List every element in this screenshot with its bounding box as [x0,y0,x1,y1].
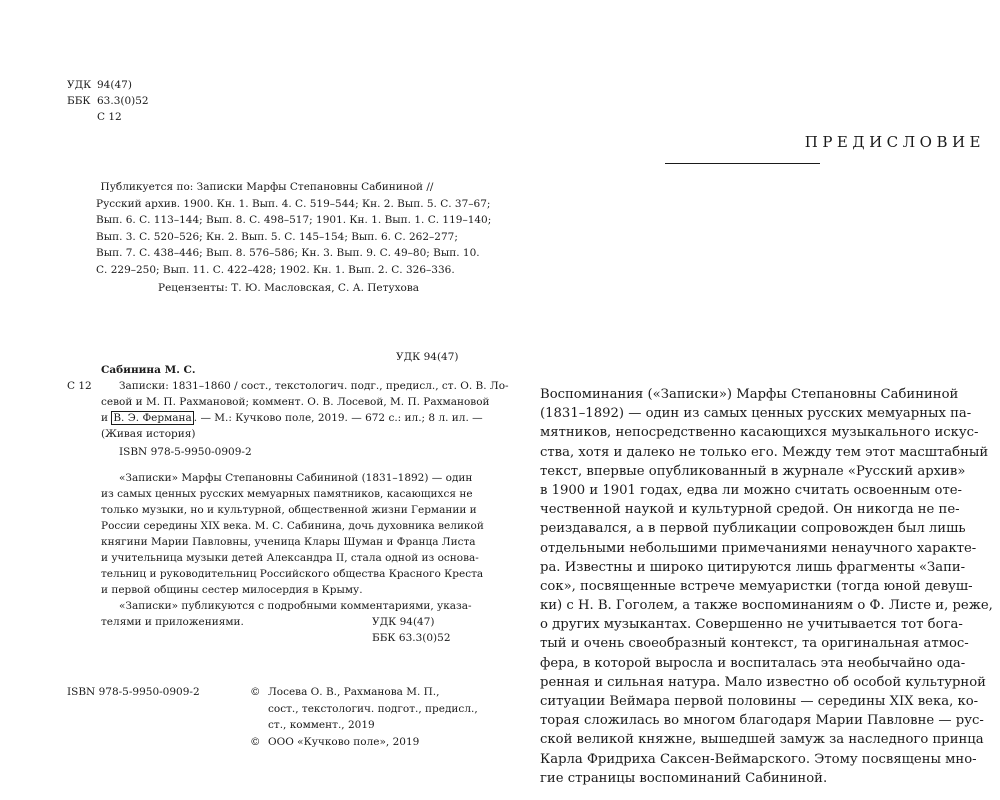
annotation-line: из самых ценных русских мемуарных памятников, касающихся не [101,488,473,500]
source-line: Вып. 7. С. 438–446; Вып. 8. 576–586; Кн. 3. Вып. 9. С. 49–80; Вып. 10. [96,247,480,259]
page-title: ПРЕДИСЛОВИЕ [804,133,985,151]
bib-line-prefix: и [101,412,108,424]
body-line: текст, впервые опубликованный в журнале «Русский архив» [540,463,966,479]
bibliographic-record [67,362,509,442]
copyright-block [250,684,478,750]
body-line: тый и очень своеобразный контекст, та оригинальная атмос- [540,636,969,652]
highlighted-name: В. Э. Фермана [113,412,192,424]
copyright-line: сост., текстологич. подгот., предисл., [268,702,478,715]
annotation-line: княгини Марии Павловны, ученица Клары Шуман и Франца Листа [101,536,476,548]
annotation-line: и первой общины сестер милосердия в Крыму. [101,584,363,596]
annotation-line: телями и приложениями. [101,616,244,628]
bib-mark: С 12 [67,380,92,392]
body-line: о других музыкантах. Совершенно не учитывается тот бога- [540,617,963,633]
bottom-udk: УДК 94(47) [372,616,435,628]
bib-isbn: ISBN 978-5-9950-0909-2 [119,446,252,458]
annotation-line: только музыки, но и культурной, общественной жизни Германии и [101,504,477,516]
body-line: ской великой княжне, вышедшей замуж за наследного принца [540,732,984,748]
body-line: гие страницы воспоминаний Сабининой. [540,770,828,786]
source-line: Русский архив. 1900. Кн. 1. Вып. 4. С. 519–544; Кн. 2. Вып. 5. С. 37–67; [96,197,491,210]
annotation-line: «Записки» Марфы Степановны Сабининой (1831–1892) — один [119,472,473,484]
body-line: ситуации Веймара первой половины — середины XIX века, ко- [540,694,979,709]
right-page [500,0,1000,800]
bib-line-suffix: . — М.: Кучково поле, 2019. — 672 с.: ил.; 8 л. ил. — [193,412,483,424]
annotation-line: «Записки» публикуются с подробными комментариями, указа- [119,600,472,612]
source-line: Публикуется по: Записки Марфы Степановны Сабининой // [100,181,434,193]
body-line: фера, в которой выросла и воспиталась эта необычайно ода- [540,655,966,671]
annotation-line: России середины XIX века. М. С. Сабинина, дочь духовника великой [101,520,484,532]
annotation [101,470,484,630]
bbk-value: 63.3(0)52 [97,95,149,107]
body-line: ренная и сильная натура. Мало известно об особой культурной [540,674,986,690]
author-mark: С 12 [97,111,122,123]
body-line: Воспоминания («Записки») Марфы Степановны Сабининой [540,387,959,402]
body-line: в 1900 и 1901 годах, едва ли можно считать освоенным оте- [540,482,962,498]
copyright-symbol: © [250,686,261,698]
copyright-line: ст., коммент., 2019 [268,719,375,731]
classification-codes [67,77,149,125]
preface-body [540,385,993,788]
body-line: Карла Фридриха Саксен-Веймарского. Этому посвящены мно- [540,751,977,767]
publication-source [96,179,492,278]
body-line: торая сложилась во многом благодаря Марии Павловне — рус- [540,713,984,729]
bbk-label: ББК [67,95,91,107]
udk-value: 94(47) [97,79,132,91]
bib-line [67,410,509,426]
bib-author: Сабинина М. С. [101,364,196,376]
body-line: отдельными небольшими примечаниями ненаучного характе- [540,540,977,556]
reviewers: Рецензенты: Т. Ю. Масловская, С. А. Петухова [158,282,420,294]
source-line: Вып. 6. С. 113–144; Вып. 8. С. 498–517; 1901. Кн. 1. Вып. 1. С. 119–140; [96,214,492,226]
body-line: сок», посвященные встрече мемуаристки (тогда юной девуш- [540,578,973,594]
copyright-line: Лосева О. В., Рахманова М. П., [268,686,440,698]
body-line: ства, хотя и далеко не только его. Между тем этот масштабный [540,444,989,460]
bottom-bbk: ББК 63.3(0)52 [372,632,451,644]
source-line: С. 229–250; Вып. 11. С. 422–428; 1902. Кн. 1. Вып. 2. С. 326–336. [96,263,455,276]
bib-series: (Живая история) [101,428,196,440]
annotation-line: тельниц и руководительниц Российского общества Красного Креста [101,568,484,580]
bib-udk: УДК 94(47) [396,351,459,363]
body-line: чественной наукой и культурной средой. Он никогда не пе- [540,502,960,518]
body-line: мятников, непосредственно касающихся музыкального искус- [540,425,979,441]
source-line: Вып. 3. С. 520–526; Кн. 2. Вып. 5. С. 145–154; Вып. 6. С. 262–277; [96,230,458,243]
copyright-symbol: © [250,735,261,748]
bib-line: севой и М. П. Рахмановой; коммент. О. В. Лосевой, М. П. Рахмановой [101,396,490,408]
title-underline [665,163,820,164]
body-line: ра. Известны и широко цитируются лишь фрагменты «Запи- [540,559,966,575]
body-line: ки) с Н. В. Гоголем, а также воспоминаниям о Ф. Листе и, реже, [540,598,993,614]
footer-isbn: ISBN 978-5-9950-0909-2 [67,686,200,698]
bib-line: Записки: 1831–1860 / сост., текстологич. подг., предисл., ст. О. В. Ло- [119,380,509,392]
copyright-line: ООО «Кучково поле», 2019 [268,735,420,748]
udk-label: УДК [67,79,92,91]
annotation-line: и учительница музыки детей Александра II, стала одной из основа- [101,552,479,564]
body-line: реиздавался, а в первой публикации сопровожден был лишь [540,521,966,537]
body-line: (1831–1892) — один из самых ценных русских мемуарных па- [540,406,972,422]
bottom-codes [372,614,451,646]
